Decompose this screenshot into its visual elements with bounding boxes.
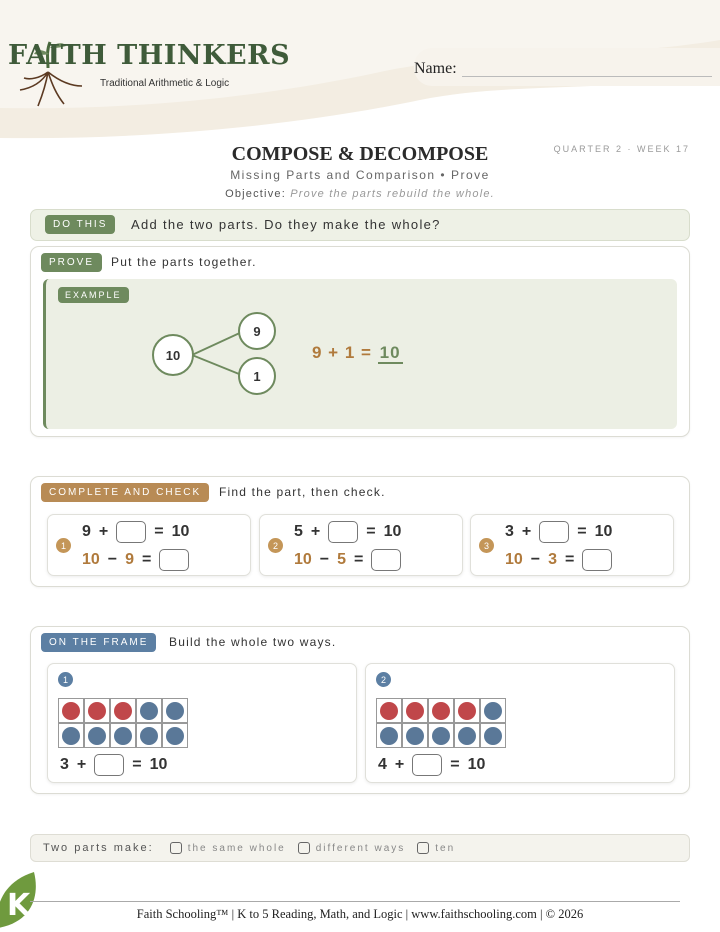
self-check-lead: Two parts make: [43,842,154,854]
blue-counter [458,727,476,745]
minus-sign: − [530,551,541,568]
complete-check-section [30,476,690,587]
ten-frame-cell [136,698,162,723]
problem-number-badge: 3 [479,538,494,553]
check-row [505,549,612,571]
problem-card-3 [470,514,674,576]
addition-row [505,521,612,543]
equals-sign: = [132,756,142,773]
ten-frame-cell [454,698,480,723]
red-counter [406,702,424,720]
blue-counter [140,727,158,745]
name-field-area [414,48,720,86]
ten-frame-cell [84,723,110,748]
checkbox-label: different ways [315,842,406,854]
ten-frame-cell [480,723,506,748]
plus-sign: + [310,523,321,540]
problem-card-1 [47,514,251,576]
check-part: 9 [125,551,135,568]
example-equation-left: 9 + 1 = [312,343,372,362]
plus-sign: + [394,756,405,773]
equals-sign: = [154,523,164,540]
minus-sign: − [107,551,118,568]
frame-panel-2 [365,663,675,783]
problem-number-badge: 1 [56,538,71,553]
k-leaf-logo [0,868,46,932]
whole-value: 10 [383,523,402,540]
missing-part-answer-box[interactable] [539,521,569,543]
do-this-bar [30,209,690,241]
quarter-week-label: QUARTER 2 · WEEK 17 [553,144,690,154]
frame-equation [60,754,167,776]
whole-value: 10 [594,523,613,540]
self-check-option [411,842,455,854]
frame-number-badge: 1 [58,672,73,687]
faith-thinkers-logo [8,40,291,110]
complete-check-instruction: Find the part, then check. [219,485,386,499]
check-whole: 10 [82,551,100,568]
page-title: COMPOSE & DECOMPOSE [231,143,489,165]
self-check-option [292,842,406,854]
objective-text: Prove the parts rebuild the whole. [290,188,495,200]
footer-divider [30,901,680,902]
ten-frame [376,698,506,748]
blue-counter [166,727,184,745]
self-check-bar [30,834,690,862]
self-check-option [164,842,286,854]
logo-title: FAITH THINKERS [8,40,291,71]
red-counter [62,702,80,720]
check-answer-box[interactable] [371,549,401,571]
blue-counter [88,727,106,745]
frame-number-badge: 2 [376,672,391,687]
plus-sign: + [76,756,87,773]
k-logo-letter: K [7,888,31,923]
check-part: 5 [337,551,347,568]
whole-value: 10 [467,756,486,773]
addition-row [82,521,189,543]
ten-frame-cell [84,698,110,723]
ten-frame-cell [402,698,428,723]
blue-counter [484,702,502,720]
ten-frame [58,698,188,748]
blue-counter [406,727,424,745]
problem-number-badge: 2 [268,538,283,553]
red-counter [458,702,476,720]
missing-part-answer-box[interactable] [412,754,442,776]
check-answer-box[interactable] [159,549,189,571]
name-input-line[interactable] [462,76,712,77]
ten-frame-cell [428,723,454,748]
plus-sign: + [98,523,109,540]
frame-panel-1 [47,663,357,783]
equals-sign: = [450,756,460,773]
name-label: Name: [414,60,457,77]
known-part: 4 [378,756,387,773]
frame-equation [378,754,485,776]
whole-value: 10 [149,756,168,773]
known-part: 3 [60,756,69,773]
ten-frame-cell [376,698,402,723]
red-counter [380,702,398,720]
check-row [82,549,189,571]
equals-sign: = [565,551,575,568]
example-box [43,279,677,429]
missing-part-answer-box[interactable] [328,521,358,543]
addition-row [294,521,401,543]
example-equation [312,343,403,363]
missing-part-answer-box[interactable] [116,521,146,543]
check-answer-box[interactable] [582,549,612,571]
known-part: 9 [82,523,91,540]
do-this-text: Add the two parts. Do they make the whole? [131,217,441,232]
bond-whole-circle: 10 [152,334,194,376]
ten-frame-cell [454,723,480,748]
example-equation-answer: 10 [379,343,401,362]
checkbox[interactable] [417,842,429,854]
check-whole: 10 [294,551,312,568]
ten-frame-cell [136,723,162,748]
blue-counter [484,727,502,745]
example-tag: EXAMPLE [58,287,129,303]
checkbox-label: the same whole [187,842,286,854]
ten-frame-cell [110,723,136,748]
ten-frame-cell [376,723,402,748]
on-the-frame-tag: ON THE FRAME [41,633,156,652]
plus-sign: + [521,523,532,540]
known-part: 5 [294,523,303,540]
whole-value: 10 [171,523,190,540]
complete-check-tag: COMPLETE AND CHECK [41,483,209,502]
red-counter [114,702,132,720]
known-part: 3 [505,523,514,540]
red-counter [432,702,450,720]
prove-instruction: Put the parts together. [111,255,257,269]
blue-counter [380,727,398,745]
ten-frame-cell [58,698,84,723]
blue-counter [166,702,184,720]
ten-frame-cell [58,723,84,748]
on-the-frame-section [30,626,690,794]
blue-counter [432,727,450,745]
blue-counter [140,702,158,720]
checkbox[interactable] [170,842,182,854]
ten-frame-cell [162,723,188,748]
ten-frame-cell [402,723,428,748]
page-subtitle: Missing Parts and Comparison • Prove [230,168,490,182]
minus-sign: − [319,551,330,568]
prove-section [30,246,690,437]
equals-sign: = [577,523,587,540]
problem-card-2 [259,514,463,576]
check-whole: 10 [505,551,523,568]
equals-sign: = [366,523,376,540]
logo-subtitle: Traditional Arithmetic & Logic [100,78,230,89]
bond-part-bottom-circle: 1 [238,357,276,395]
footer-text: Faith Schooling™ | K to 5 Reading, Math, and Logic | www.faithschooling.com | © 2026 [136,907,584,921]
on-the-frame-instruction: Build the whole two ways. [169,635,337,649]
ten-frame-cell [428,698,454,723]
objective [0,188,720,200]
objective-label: Objective: [225,188,286,200]
blue-counter [62,727,80,745]
ten-frame-cell [480,698,506,723]
missing-part-answer-box[interactable] [94,754,124,776]
equals-sign: = [354,551,364,568]
check-row [294,549,401,571]
blue-counter [114,727,132,745]
ten-frame-cell [110,698,136,723]
check-part: 3 [548,551,558,568]
checkbox-label: ten [435,842,456,854]
ten-frame-cell [162,698,188,723]
red-counter [88,702,106,720]
prove-tag: PROVE [41,253,102,272]
checkbox[interactable] [298,842,310,854]
bond-part-top-circle: 9 [238,312,276,350]
equals-sign: = [142,551,152,568]
do-this-tag: DO THIS [45,215,115,234]
